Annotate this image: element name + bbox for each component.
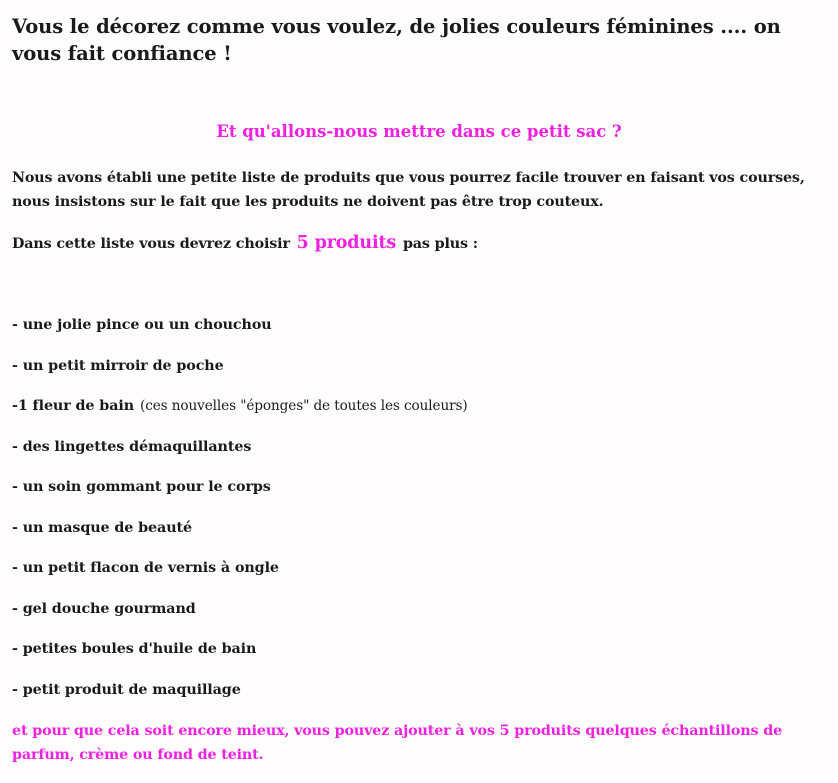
product-count-highlight: 5 produits — [296, 233, 397, 253]
choose-text-after: pas plus : — [402, 236, 478, 252]
list-item-label: - petites boules d'huile de bain — [12, 641, 257, 657]
list-item — [12, 558, 279, 578]
section-subheading: Et qu'allons-nous mettre dans ce petit sac ? — [216, 122, 622, 141]
list-item — [12, 315, 272, 335]
list-item — [12, 680, 241, 700]
list-item — [12, 518, 192, 538]
list-item — [12, 599, 196, 619]
list-item — [12, 396, 468, 416]
list-item — [12, 639, 256, 659]
choose-paragraph — [12, 231, 827, 256]
list-item-label: -1 fleur de bain — [12, 398, 134, 414]
list-item-label: - un petit mirroir de poche — [12, 358, 224, 374]
list-item-label: - un masque de beauté — [12, 520, 193, 536]
list-item-label: - des lingettes démaquillantes — [12, 439, 252, 455]
list-item-label: - petit produit de maquillage — [12, 682, 241, 698]
list-item-label: - un petit flacon de vernis à ongle — [12, 560, 279, 576]
intro-paragraph: Nous avons établi une petite liste de produits que vous pourrez facile trouver en faisant vos courses, nous insistons sur le fait que les produits ne doivent pas être trop couteux. — [12, 170, 805, 210]
list-item — [12, 356, 224, 376]
list-item-label: - une jolie pince ou un chouchou — [12, 317, 272, 333]
list-item-label: - gel douche gourmand — [12, 601, 196, 617]
list-item-note: (ces nouvelles "éponges" de toutes les couleurs) — [140, 398, 468, 414]
list-item — [12, 477, 271, 497]
page-title: Vous le décorez comme vous voulez, de jolies couleurs féminines .... on vous fait confiance ! — [12, 15, 781, 65]
list-item — [12, 437, 251, 457]
choose-text-before: Dans cette liste vous devrez choisir — [12, 236, 290, 252]
closing-paragraph: et pour que cela soit encore mieux, vous pouvez ajouter à vos 5 produits quelques échantillons de parfum, crème ou fond de teint. — [12, 723, 783, 763]
list-item-label: - un soin gommant pour le corps — [12, 479, 271, 495]
